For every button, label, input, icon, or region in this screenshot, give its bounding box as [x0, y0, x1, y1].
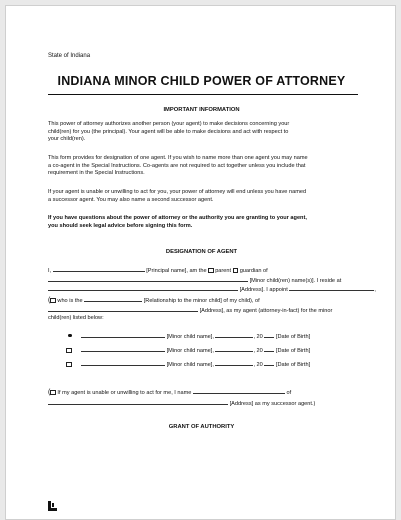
child-3-year-field[interactable] — [264, 360, 274, 366]
parent-checkbox[interactable] — [208, 268, 214, 274]
l3-label: [Address]. I appoint — [239, 287, 288, 293]
child-1-dob-label: [Date of Birth] — [275, 334, 311, 340]
principal-name-field[interactable] — [53, 266, 145, 272]
child-1-year-prefix: , 20 — [253, 334, 263, 340]
grant-heading: GRANT OF AUTHORITY — [168, 424, 235, 430]
child-2-dob-day-field[interactable] — [215, 346, 253, 352]
document-title: INDIANA MINOR CHILD POWER OF ATTORNEY — [57, 74, 346, 88]
designation-line-4 — [48, 296, 260, 305]
child-3-name-label: [Minor child name], — [166, 362, 214, 368]
child-1-year-field[interactable] — [264, 332, 274, 338]
p1-line-2: child(ren) for you (the principal). Your agent will be able to make decisions and act with respect to — [48, 128, 289, 135]
child-row-bullet — [68, 334, 72, 338]
successor-open-paren: ( — [48, 389, 51, 396]
designation-line-3: [Address]. I appoint , — [48, 285, 376, 294]
state-label: State of Indiana — [48, 53, 91, 59]
child-1-name-field[interactable] — [81, 332, 165, 338]
p4-line-2: you should seek legal advice before signing this form. — [48, 222, 193, 229]
important-paragraph-3 — [48, 189, 368, 204]
child-3-year-prefix: , 20 — [253, 362, 263, 368]
p4-line-1: If you have questions about the power of attorney or the authority you are granting to your agent, — [48, 215, 307, 221]
principal-address-field[interactable] — [48, 285, 238, 291]
successor-line-2 — [48, 399, 315, 408]
designation-line-5 — [48, 306, 332, 315]
p3-line-2: a successor agent. You may also name a second successor agent. — [48, 196, 214, 203]
open-paren: ( — [48, 297, 51, 304]
child-3-dob-label: [Date of Birth] — [275, 362, 311, 368]
child-row-2 — [66, 346, 310, 355]
agent-name-field[interactable] — [289, 285, 374, 291]
l1-principal-label: [Principal name], am the — [146, 268, 207, 274]
l1-parent-label: parent — [215, 268, 232, 274]
l5-label: [Address], as my agent (attorney-in-fact) for the minor — [199, 308, 333, 314]
title-rule — [48, 94, 358, 95]
designation-line-1 — [48, 266, 268, 275]
child-1-dob-day-field[interactable] — [215, 332, 253, 338]
child-2-year-field[interactable] — [264, 346, 274, 352]
successor-label-c: [Address] as my successor agent.) — [229, 401, 316, 407]
child-2-dob-label: [Date of Birth] — [275, 348, 311, 354]
child-3-dob-day-field[interactable] — [215, 360, 253, 366]
child-2-year-prefix: , 20 — [253, 348, 263, 354]
p2-line-2: a co-agent in the Special Instructions. Co-agents are not required to act together unless you include that — [48, 162, 306, 169]
agent-address-field[interactable] — [48, 306, 198, 312]
successor-label-b: of — [286, 390, 292, 396]
important-paragraph-4 — [48, 215, 368, 230]
important-paragraph-2 — [48, 155, 368, 178]
brand-logo-icon — [48, 501, 57, 511]
relationship-field[interactable] — [84, 296, 142, 302]
l4-label-a: who is the — [57, 298, 83, 304]
successor-address-field[interactable] — [48, 399, 228, 405]
successor-agent-checkbox[interactable] — [50, 390, 56, 396]
p1-line-1: This power of attorney authorizes another person (your agent) to make decisions concerning your — [48, 121, 290, 127]
l4-label-b: [Relationship to the minor child] of my child), of — [143, 298, 260, 304]
p3-line-1: If your agent is unable or unwilling to act for you, your power of attorney will end unless you have named — [48, 189, 307, 195]
child-1-name-label: [Minor child name], — [166, 334, 214, 340]
successor-name-field[interactable] — [193, 388, 285, 394]
guardian-checkbox[interactable] — [233, 268, 239, 274]
child-2-name-label: [Minor child name], — [166, 348, 214, 354]
child-row-1 — [68, 332, 310, 341]
minor-children-names-field[interactable] — [48, 276, 248, 282]
designation-line-6: child(ren) listed below: — [48, 315, 104, 321]
l1-i: I, — [48, 268, 52, 274]
important-paragraph-1 — [48, 121, 368, 144]
child-2-checkbox[interactable] — [66, 348, 72, 354]
p2-line-1: This form provides for designation of one agent. If you wish to name more than one agent you may name — [48, 155, 308, 161]
p1-line-3: your child(ren). — [48, 136, 86, 143]
child-3-checkbox[interactable] — [66, 362, 72, 368]
child-3-name-field[interactable] — [81, 360, 165, 366]
successor-label-a: If my agent is unable or unwilling to act for me, I name — [57, 390, 192, 396]
document-page — [5, 5, 396, 520]
important-heading: IMPORTANT INFORMATION — [163, 107, 240, 113]
successor-line-1 — [48, 388, 291, 397]
l1-guardian-label: guardian of — [239, 268, 268, 274]
child-2-name-field[interactable] — [81, 346, 165, 352]
designation-heading: DESIGNATION OF AGENT — [165, 249, 238, 255]
l2-label: [Minor child(ren) name(s)]. I reside at — [249, 278, 342, 284]
child-row-3 — [66, 360, 310, 369]
agent-relationship-checkbox[interactable] — [50, 298, 56, 304]
p2-line-3: requirement in the Special Instructions. — [48, 170, 145, 177]
designation-line-2 — [48, 276, 341, 285]
